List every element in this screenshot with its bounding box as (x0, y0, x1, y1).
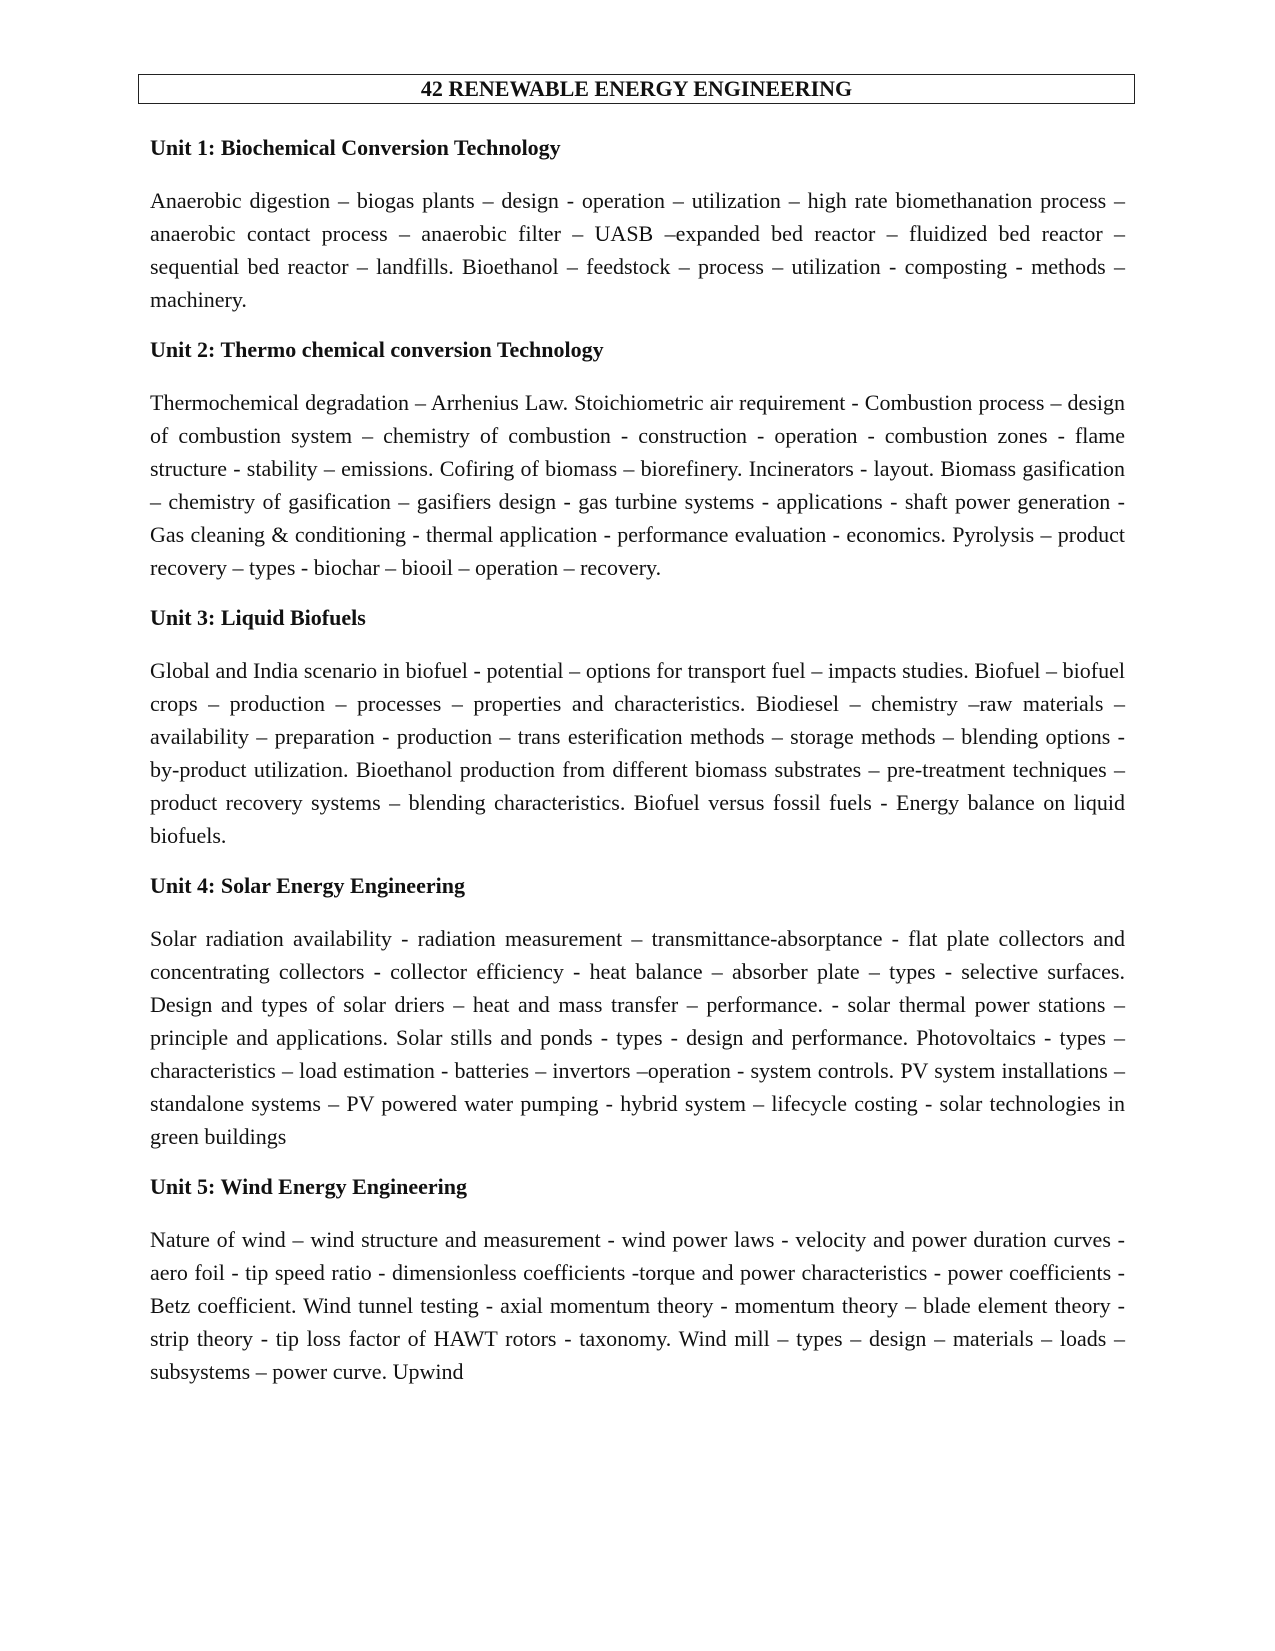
unit-heading: Unit 4: Solar Energy Engineering (150, 873, 465, 898)
unit-heading: Unit 3: Liquid Biofuels (150, 605, 366, 630)
unit-section (150, 336, 1125, 584)
unit-body: Global and India scenario in biofuel - potential – options for transport fuel – impacts studies. Biofuel – biofuel crops – production – processes – properties and characteristics. Biodiesel – chemistry –raw materials – availability – preparation - production – trans esterification methods – storage methods – blending options - by-product utilization. Bioethanol production from different biomass substrates – pre-treatment techniques –product recovery systems – blending characteristics. Biofuel versus fossil fuels - Energy balance on liquid biofuels. (150, 658, 1125, 848)
document-title: 42 RENEWABLE ENERGY ENGINEERING (138, 74, 1135, 104)
unit-body: Solar radiation availability - radiation measurement – transmittance-absorptance - flat plate collectors and concentrating collectors - collector efficiency - heat balance – absorber plate – types - selective surfaces. Design and types of solar driers – heat and mass transfer – performance. - solar thermal power stations – principle and applications. Solar stills and ponds - types - design and performance. Photovoltaics - types – characteristics – load estimation - batteries – invertors –operation - system controls. PV system installations – standalone systems – PV powered water pumping - hybrid system – lifecycle costing - solar technologies in green buildings (150, 926, 1125, 1149)
unit-section (150, 134, 1125, 316)
unit-heading: Unit 2: Thermo chemical conversion Technology (150, 337, 604, 362)
unit-body: Thermochemical degradation – Arrhenius Law. Stoichiometric air requirement - Combustion process – design of combustion system – chemistry of combustion - construction - operation - combustion zones - flame structure - stability – emissions. Cofiring of biomass – biorefinery. Incinerators - layout. Biomass gasification – chemistry of gasification – gasifiers design - gas turbine systems - applications - shaft power generation - Gas cleaning & conditioning - thermal application - performance evaluation - economics. Pyrolysis – product recovery – types - biochar – biooil – operation – recovery. (150, 390, 1125, 580)
unit-body: Nature of wind – wind structure and measurement - wind power laws - velocity and power duration curves - aero foil - tip speed ratio - dimensionless coefficients -torque and power characteristics - power coefficients - Betz coefficient. Wind tunnel testing - axial momentum theory - momentum theory – blade element theory - strip theory - tip loss factor of HAWT rotors - taxonomy. Wind mill – types – design – materials – loads – subsystems – power curve. Upwind (150, 1227, 1125, 1384)
unit-heading: Unit 5: Wind Energy Engineering (150, 1174, 468, 1199)
unit-body: Anaerobic digestion – biogas plants – design - operation – utilization – high rate biomethanation process – anaerobic contact process – anaerobic filter – UASB –expanded bed reactor – fluidized bed reactor – sequential bed reactor – landfills. Bioethanol – feedstock – process – utilization - composting - methods – machinery. (150, 188, 1125, 312)
unit-section (150, 604, 1125, 852)
unit-section (150, 1173, 1125, 1388)
unit-section (150, 872, 1125, 1153)
unit-heading: Unit 1: Biochemical Conversion Technology (150, 135, 561, 160)
document-content (150, 134, 1125, 1408)
